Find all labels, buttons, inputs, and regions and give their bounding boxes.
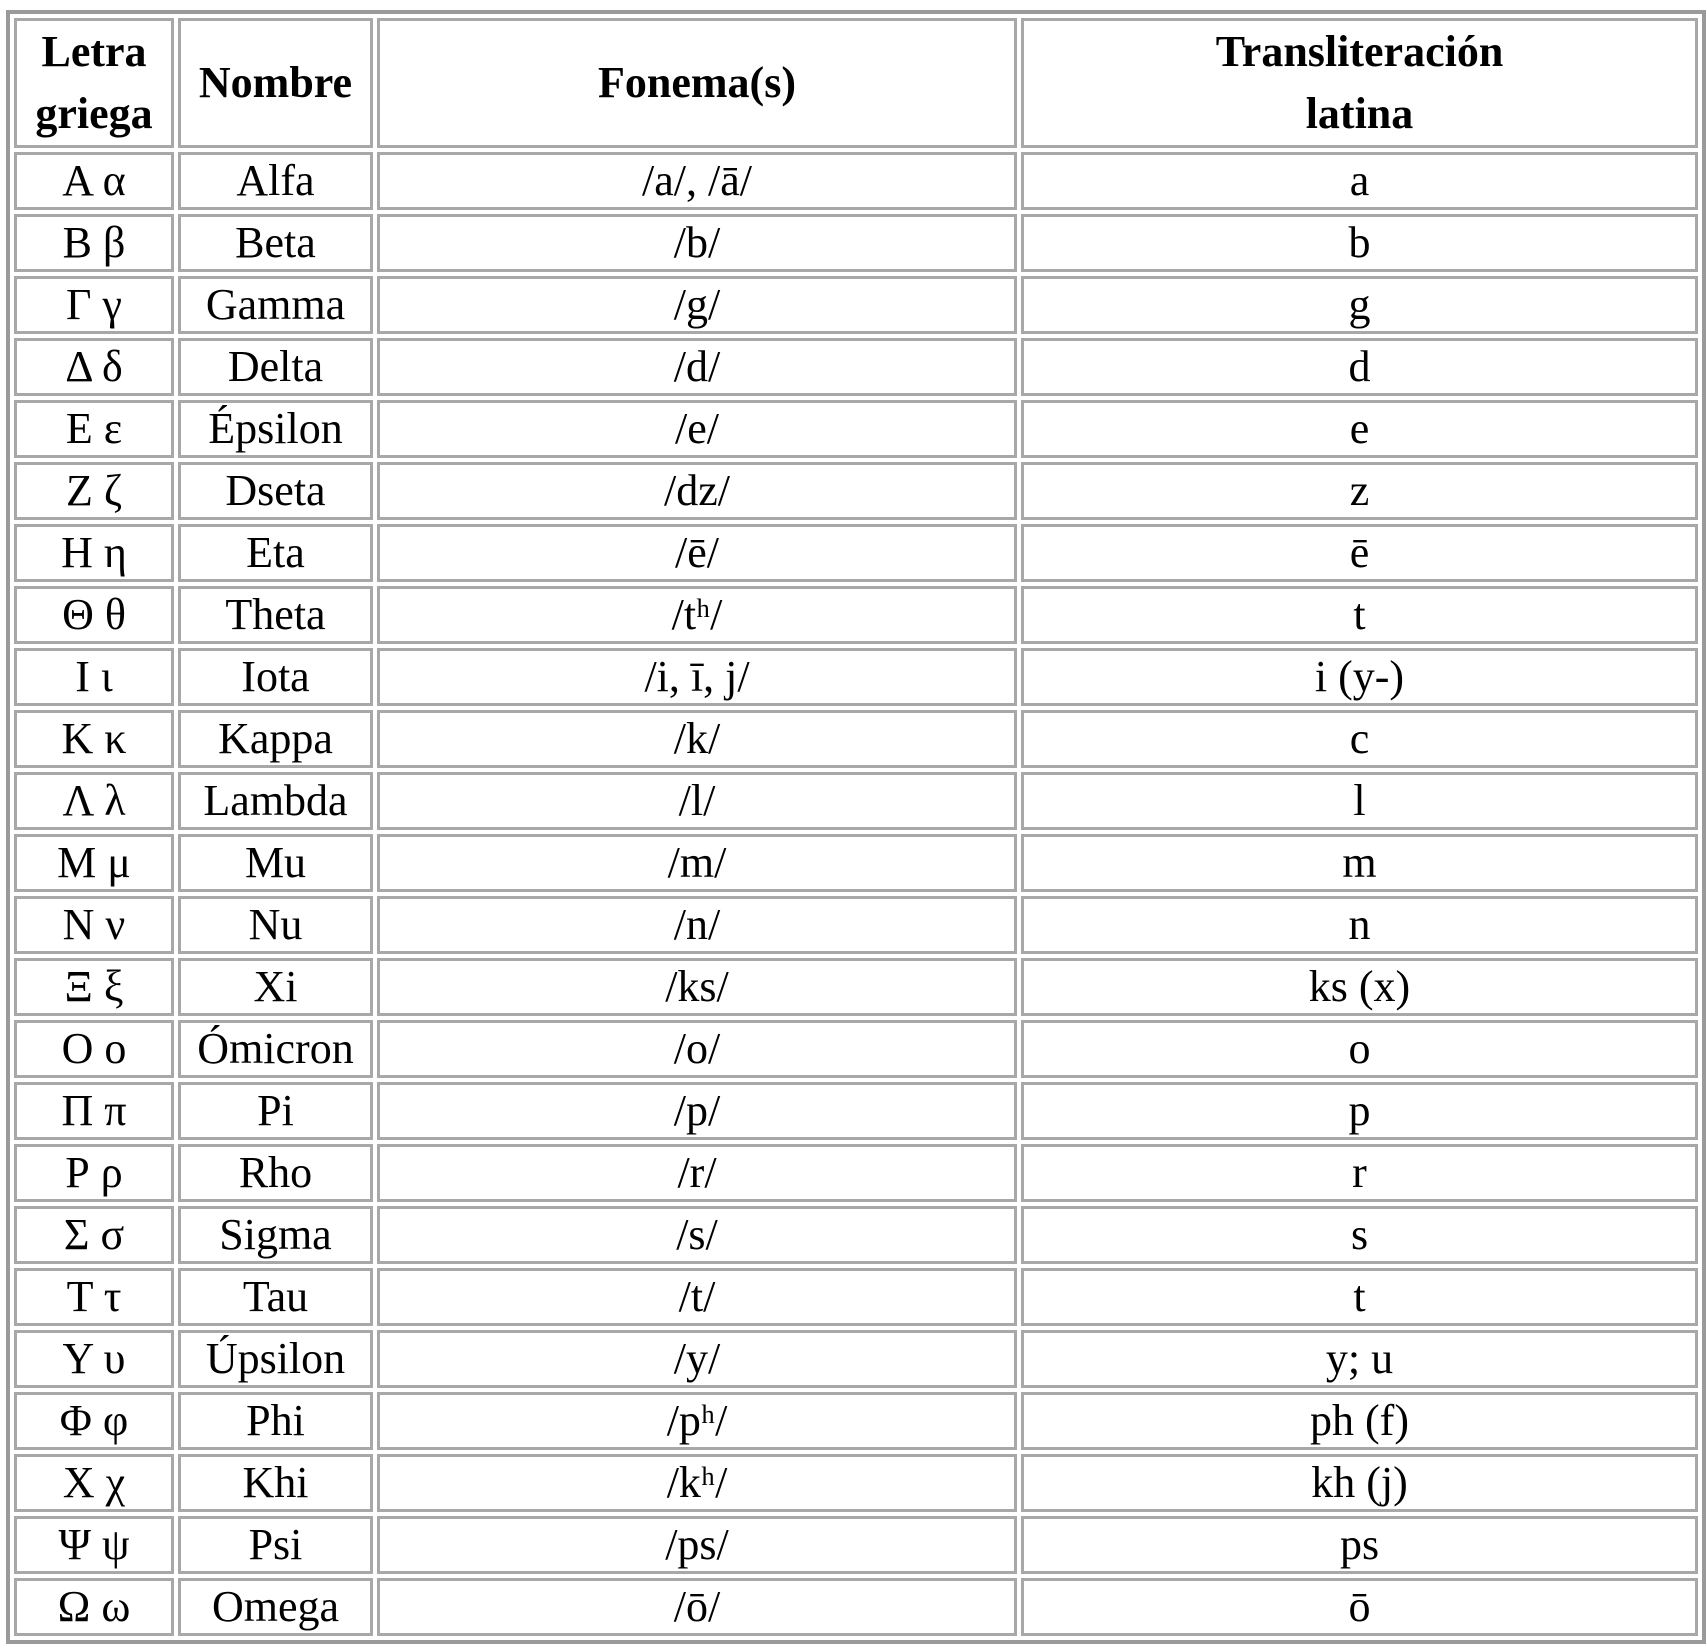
cell-name: Khi [178, 1454, 373, 1512]
cell-translit: z [1021, 462, 1698, 520]
table-row [14, 1392, 1698, 1450]
header-letter [14, 18, 174, 148]
table-row [14, 648, 1698, 706]
cell-letter: Τ τ [14, 1268, 174, 1326]
header-phoneme: Fonema(s) [377, 18, 1017, 148]
cell-translit: d [1021, 338, 1698, 396]
table-row [14, 896, 1698, 954]
cell-letter: Γ γ [14, 276, 174, 334]
cell-letter: Υ υ [14, 1330, 174, 1388]
cell-phoneme: /b/ [377, 214, 1017, 272]
cell-name: Psi [178, 1516, 373, 1574]
cell-translit: t [1021, 586, 1698, 644]
cell-letter: Φ φ [14, 1392, 174, 1450]
cell-name: Ómicron [178, 1020, 373, 1078]
cell-name: Dseta [178, 462, 373, 520]
table-row [14, 772, 1698, 830]
table-row [14, 1578, 1698, 1636]
cell-phoneme: /r/ [377, 1144, 1017, 1202]
table-row [14, 1330, 1698, 1388]
cell-phoneme: /ō/ [377, 1578, 1017, 1636]
cell-phoneme: /ē/ [377, 524, 1017, 582]
cell-translit: ph (f) [1021, 1392, 1698, 1450]
cell-name: Alfa [178, 152, 373, 210]
table-row [14, 710, 1698, 768]
cell-translit: ē [1021, 524, 1698, 582]
cell-name: Lambda [178, 772, 373, 830]
cell-phoneme: /e/ [377, 400, 1017, 458]
cell-name: Úpsilon [178, 1330, 373, 1388]
table-row [14, 152, 1698, 210]
cell-letter: Π π [14, 1082, 174, 1140]
cell-translit: r [1021, 1144, 1698, 1202]
cell-phoneme: /p/ [377, 1082, 1017, 1140]
table-row [14, 276, 1698, 334]
cell-name: Pi [178, 1082, 373, 1140]
cell-translit: e [1021, 400, 1698, 458]
cell-letter: Ν ν [14, 896, 174, 954]
cell-name: Rho [178, 1144, 373, 1202]
cell-phoneme: /k/ [377, 710, 1017, 768]
cell-phoneme: /s/ [377, 1206, 1017, 1264]
table-row [14, 1454, 1698, 1512]
cell-translit: n [1021, 896, 1698, 954]
cell-phoneme: /dz/ [377, 462, 1017, 520]
cell-letter: Μ μ [14, 834, 174, 892]
cell-phoneme: /ks/ [377, 958, 1017, 1016]
cell-translit: g [1021, 276, 1698, 334]
cell-letter: Β β [14, 214, 174, 272]
cell-translit: i (y-) [1021, 648, 1698, 706]
cell-phoneme: /i, ī, j/ [377, 648, 1017, 706]
cell-name: Gamma [178, 276, 373, 334]
cell-translit: m [1021, 834, 1698, 892]
cell-translit: y; u [1021, 1330, 1698, 1388]
table-row [14, 1082, 1698, 1140]
cell-translit: t [1021, 1268, 1698, 1326]
table-row [14, 586, 1698, 644]
header-letter-line2: griega [35, 89, 153, 138]
table-row [14, 338, 1698, 396]
cell-name: Sigma [178, 1206, 373, 1264]
cell-phoneme: /y/ [377, 1330, 1017, 1388]
cell-name: Iota [178, 648, 373, 706]
cell-phoneme: /m/ [377, 834, 1017, 892]
cell-phoneme: /o/ [377, 1020, 1017, 1078]
cell-phoneme: /l/ [377, 772, 1017, 830]
cell-name: Kappa [178, 710, 373, 768]
cell-phoneme: /n/ [377, 896, 1017, 954]
table-row [14, 1144, 1698, 1202]
cell-letter: Σ σ [14, 1206, 174, 1264]
cell-letter: Ρ ρ [14, 1144, 174, 1202]
cell-letter: Ε ε [14, 400, 174, 458]
cell-translit: ō [1021, 1578, 1698, 1636]
cell-name: Nu [178, 896, 373, 954]
cell-name: Épsilon [178, 400, 373, 458]
cell-letter: Λ λ [14, 772, 174, 830]
table-row [14, 958, 1698, 1016]
cell-translit: s [1021, 1206, 1698, 1264]
header-row [14, 18, 1698, 148]
header-translit-line2: latina [1305, 89, 1414, 138]
table-row [14, 214, 1698, 272]
cell-phoneme: /t/ [377, 1268, 1017, 1326]
cell-name: Eta [178, 524, 373, 582]
greek-alphabet-table [6, 10, 1706, 1644]
table-row [14, 400, 1698, 458]
cell-name: Delta [178, 338, 373, 396]
cell-name: Beta [178, 214, 373, 272]
cell-translit: c [1021, 710, 1698, 768]
cell-letter: Η η [14, 524, 174, 582]
cell-translit: l [1021, 772, 1698, 830]
header-name: Nombre [178, 18, 373, 148]
cell-letter: Ω ω [14, 1578, 174, 1636]
table-row [14, 1516, 1698, 1574]
cell-letter: Θ θ [14, 586, 174, 644]
cell-phoneme: /tʰ/ [377, 586, 1017, 644]
cell-letter: Ο ο [14, 1020, 174, 1078]
cell-phoneme: /kʰ/ [377, 1454, 1017, 1512]
table-row [14, 1206, 1698, 1264]
cell-name: Mu [178, 834, 373, 892]
header-letter-line1: Letra [41, 27, 147, 76]
cell-phoneme: /d/ [377, 338, 1017, 396]
cell-letter: Ι ι [14, 648, 174, 706]
cell-letter: Ξ ξ [14, 958, 174, 1016]
cell-name: Omega [178, 1578, 373, 1636]
cell-translit: a [1021, 152, 1698, 210]
cell-letter: Ψ ψ [14, 1516, 174, 1574]
cell-translit: o [1021, 1020, 1698, 1078]
cell-letter: Α α [14, 152, 174, 210]
table-row [14, 1268, 1698, 1326]
table-row [14, 524, 1698, 582]
cell-translit: ks (x) [1021, 958, 1698, 1016]
cell-name: Xi [178, 958, 373, 1016]
table-row [14, 1020, 1698, 1078]
cell-name: Theta [178, 586, 373, 644]
header-translit [1021, 18, 1698, 148]
cell-letter: Κ κ [14, 710, 174, 768]
cell-name: Tau [178, 1268, 373, 1326]
cell-phoneme: /g/ [377, 276, 1017, 334]
cell-phoneme: /pʰ/ [377, 1392, 1017, 1450]
cell-letter: Δ δ [14, 338, 174, 396]
cell-phoneme: /a/, /ā/ [377, 152, 1017, 210]
cell-translit: b [1021, 214, 1698, 272]
header-translit-line1: Transliteración [1215, 27, 1504, 76]
cell-name: Phi [178, 1392, 373, 1450]
cell-letter: Χ χ [14, 1454, 174, 1512]
cell-translit: p [1021, 1082, 1698, 1140]
cell-translit: kh (j) [1021, 1454, 1698, 1512]
cell-phoneme: /ps/ [377, 1516, 1017, 1574]
cell-translit: ps [1021, 1516, 1698, 1574]
cell-letter: Ζ ζ [14, 462, 174, 520]
table-row [14, 462, 1698, 520]
table-row [14, 834, 1698, 892]
